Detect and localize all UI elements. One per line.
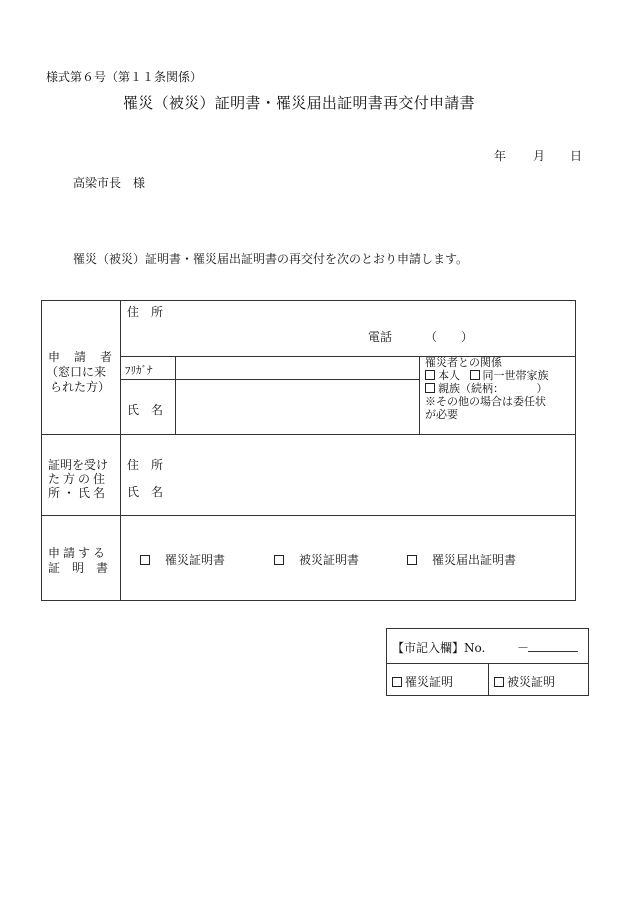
- office-dash: －: [517, 641, 530, 655]
- applicant-address-label: 住 所: [127, 305, 164, 319]
- applicant-label-line2: （窓口に来: [46, 365, 107, 379]
- phone-label: 電話: [368, 330, 393, 344]
- checkbox-risai[interactable]: [140, 555, 150, 565]
- form-number: 様式第６号（第１１条関係）: [46, 70, 203, 84]
- option-risai[interactable]: [140, 551, 225, 568]
- office-number-underline: [528, 651, 578, 652]
- office-opt1[interactable]: [392, 673, 453, 690]
- checkbox-hisai[interactable]: [274, 555, 284, 565]
- intro-text: 罹災（被災）証明書・罹災届出証明書の再交付を次のとおり申請します。: [73, 252, 469, 266]
- relation-row1: [425, 369, 549, 382]
- option-todokede[interactable]: [407, 551, 516, 568]
- office-use-box: [386, 628, 589, 696]
- relation-column-divider: [419, 356, 420, 434]
- relation-note-line2: が必要: [425, 408, 458, 421]
- addressee: 高梁市長 様: [73, 176, 146, 190]
- label-column-divider: [120, 301, 121, 600]
- option-todokede-label: 罹災届出証明書: [432, 553, 517, 567]
- furigana-field[interactable]: [178, 358, 416, 378]
- checkbox-office-risai[interactable]: [392, 677, 402, 687]
- phone-field[interactable]: （ ）: [425, 330, 474, 344]
- office-opt1-label: 罹災証明: [405, 675, 454, 689]
- application-form-table: [41, 300, 576, 601]
- office-box-mid-divider: [488, 663, 489, 695]
- office-use-header: 【市記入欄】No.: [392, 641, 486, 655]
- request-label-line2: 証 明 書: [48, 561, 109, 575]
- request-label-line1: 申請する: [48, 546, 109, 560]
- office-opt2[interactable]: [494, 673, 555, 690]
- recipient-label-line2: た方の住: [48, 472, 109, 486]
- relation-title: 罹災者との関係: [425, 356, 502, 369]
- office-opt2-label: 被災証明: [507, 675, 556, 689]
- recipient-label-line3: 所・氏名: [48, 486, 109, 500]
- relation-relative-label: 親族（続柄：: [438, 382, 499, 395]
- option-hisai-label: 被災証明書: [299, 553, 360, 567]
- relation-block: [425, 356, 549, 421]
- checkbox-todokede[interactable]: [407, 555, 417, 565]
- applicant-name-label: 氏 名: [127, 403, 164, 417]
- recipient-section-divider: [42, 515, 575, 516]
- date-day: 日: [570, 149, 583, 163]
- recipient-label-line1: 証明を受け: [48, 458, 109, 472]
- furigana-label: ﾌﾘｶﾞﾅ: [125, 364, 153, 377]
- date-month: 月: [533, 149, 546, 163]
- date-year: 年: [494, 149, 507, 163]
- relation-self-label: 本人: [438, 369, 460, 382]
- checkbox-relative[interactable]: [425, 383, 435, 393]
- applicant-name-field[interactable]: [178, 382, 416, 432]
- recipient-address-label: 住 所: [127, 458, 164, 472]
- option-hisai[interactable]: [274, 551, 359, 568]
- relation-note-line1: ※その他の場合は委任状: [425, 395, 546, 408]
- recipient-name-label: 氏 名: [127, 485, 164, 499]
- option-risai-label: 罹災証明書: [165, 553, 226, 567]
- name-label-divider: [175, 356, 176, 434]
- applicant-label-line3: られた方）: [50, 380, 111, 394]
- relation-household-label: 同一世帯家族: [482, 369, 549, 382]
- checkbox-self[interactable]: [425, 370, 435, 380]
- applicant-address-field[interactable]: [127, 315, 572, 355]
- relation-relative-close: ）: [536, 382, 548, 395]
- furigana-row-divider: [120, 379, 419, 380]
- checkbox-office-hisai[interactable]: [494, 677, 504, 687]
- page-title: 罹災（被災）証明書・罹災届出証明書再交付申請書: [123, 94, 475, 112]
- recipient-address-field[interactable]: [178, 451, 568, 471]
- recipient-name-field[interactable]: [178, 478, 568, 498]
- checkbox-household[interactable]: [470, 370, 480, 380]
- applicant-section-divider: [42, 434, 575, 435]
- applicant-label-line1: 申 請 者: [48, 350, 114, 364]
- relation-row2: [425, 382, 549, 395]
